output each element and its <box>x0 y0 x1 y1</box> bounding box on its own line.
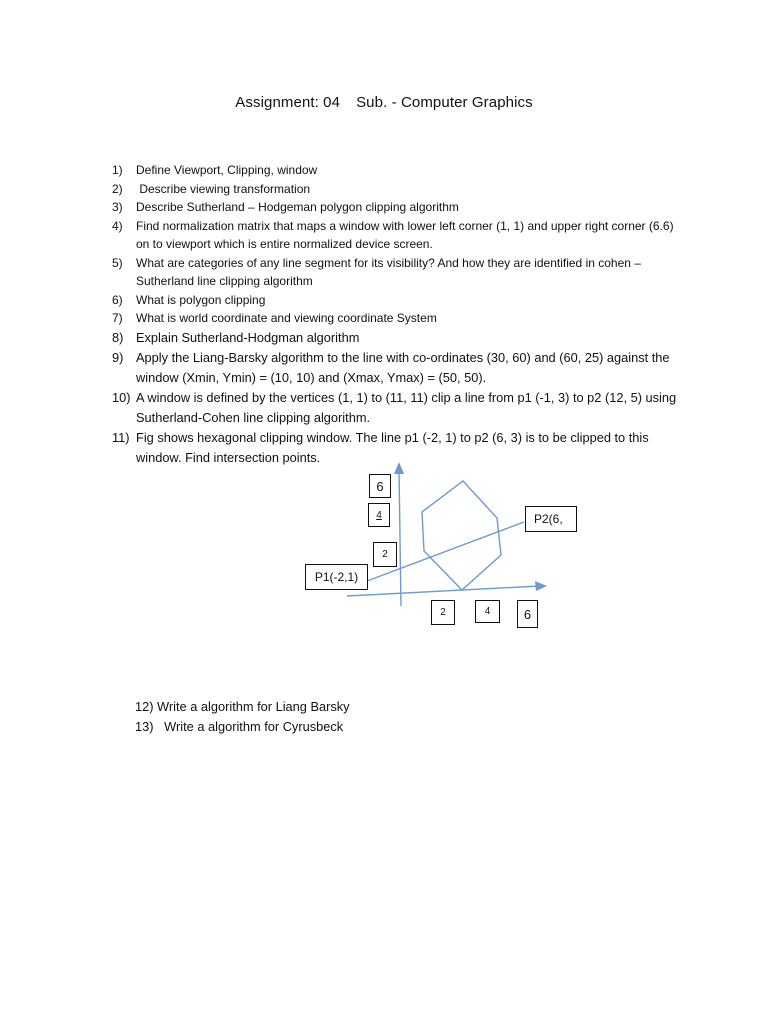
question-text: A window is defined by the vertices (1, 1) to (11, 11) clip a line from p1 (-1, 3) to p2 (12, 5) using Sutherland-Cohen line clipping algorithm. <box>136 389 677 425</box>
y-label-six: 6 <box>369 474 391 498</box>
question-number: 7) <box>112 311 123 325</box>
question-text: Find normalization matrix that maps a window with lower left corner (1, 1) and upper right corner (6.6) on to viewport which is entire normalized device screen. <box>136 218 674 251</box>
question-text: What is world coordinate and viewing coordinate System <box>136 311 437 325</box>
x-label-six: 6 <box>517 600 538 628</box>
question-text: Explain Sutherland-Hodgman algorithm <box>136 329 360 345</box>
p1-label: P1(-2,1) <box>305 564 368 590</box>
assignment-number: Assignment: 04 <box>235 94 341 111</box>
question-text: Define Viewport, Clipping, window <box>136 163 318 177</box>
question-number: 9) <box>112 349 124 365</box>
question-number: 1) <box>112 163 123 177</box>
y-label-four: 4 <box>368 503 390 527</box>
x-axis-arrowhead <box>535 581 547 591</box>
extra-questions <box>135 697 350 737</box>
question-text: Fig shows hexagonal clipping window. The line p1 (-2, 1) to p2 (6, 3) is to be clipped to this window. Find intersection points. <box>136 429 649 465</box>
question-text: Apply the Liang-Barsky algorithm to the line with co-ordinates (30, 60) and (60, 25) against the window (Xmin, Ymin) = (10, 10) and (Xmax, Ymax) = (50, 50). <box>136 349 670 385</box>
question-number: 11) <box>112 429 130 445</box>
y-axis-arrowhead <box>394 462 404 474</box>
question-number: 10) <box>112 389 131 405</box>
y-label-two: 2 <box>373 542 397 567</box>
question-13: 13) Write a algorithm for Cyrusbeck <box>135 719 344 734</box>
question-number: 6) <box>112 292 123 307</box>
question-text: What are categories of any line segment for its visibility? And how they are identified in cohen – Sutherland line clipping algorithm <box>136 255 641 288</box>
x-axis <box>347 586 540 596</box>
p2-label: P2(6, <box>525 506 577 532</box>
y-axis <box>399 470 401 606</box>
question-number: 8) <box>112 329 124 345</box>
question-12: 12) Write a algorithm for Liang Barsky <box>135 699 350 714</box>
question-number: 2) <box>112 181 123 196</box>
question-text: Describe viewing transformation <box>136 181 311 196</box>
question-number: 5) <box>112 255 123 270</box>
question-text: Describe Sutherland – Hodgeman polygon clipping algorithm <box>136 200 459 214</box>
x-label-four: 4 <box>475 600 500 623</box>
x-label-two: 2 <box>431 600 455 625</box>
question-number: 3) <box>112 200 123 214</box>
subject-name: Sub. - Computer Graphics <box>356 94 533 111</box>
question-number: 4) <box>112 218 123 233</box>
question-text: What is polygon clipping <box>136 292 266 307</box>
